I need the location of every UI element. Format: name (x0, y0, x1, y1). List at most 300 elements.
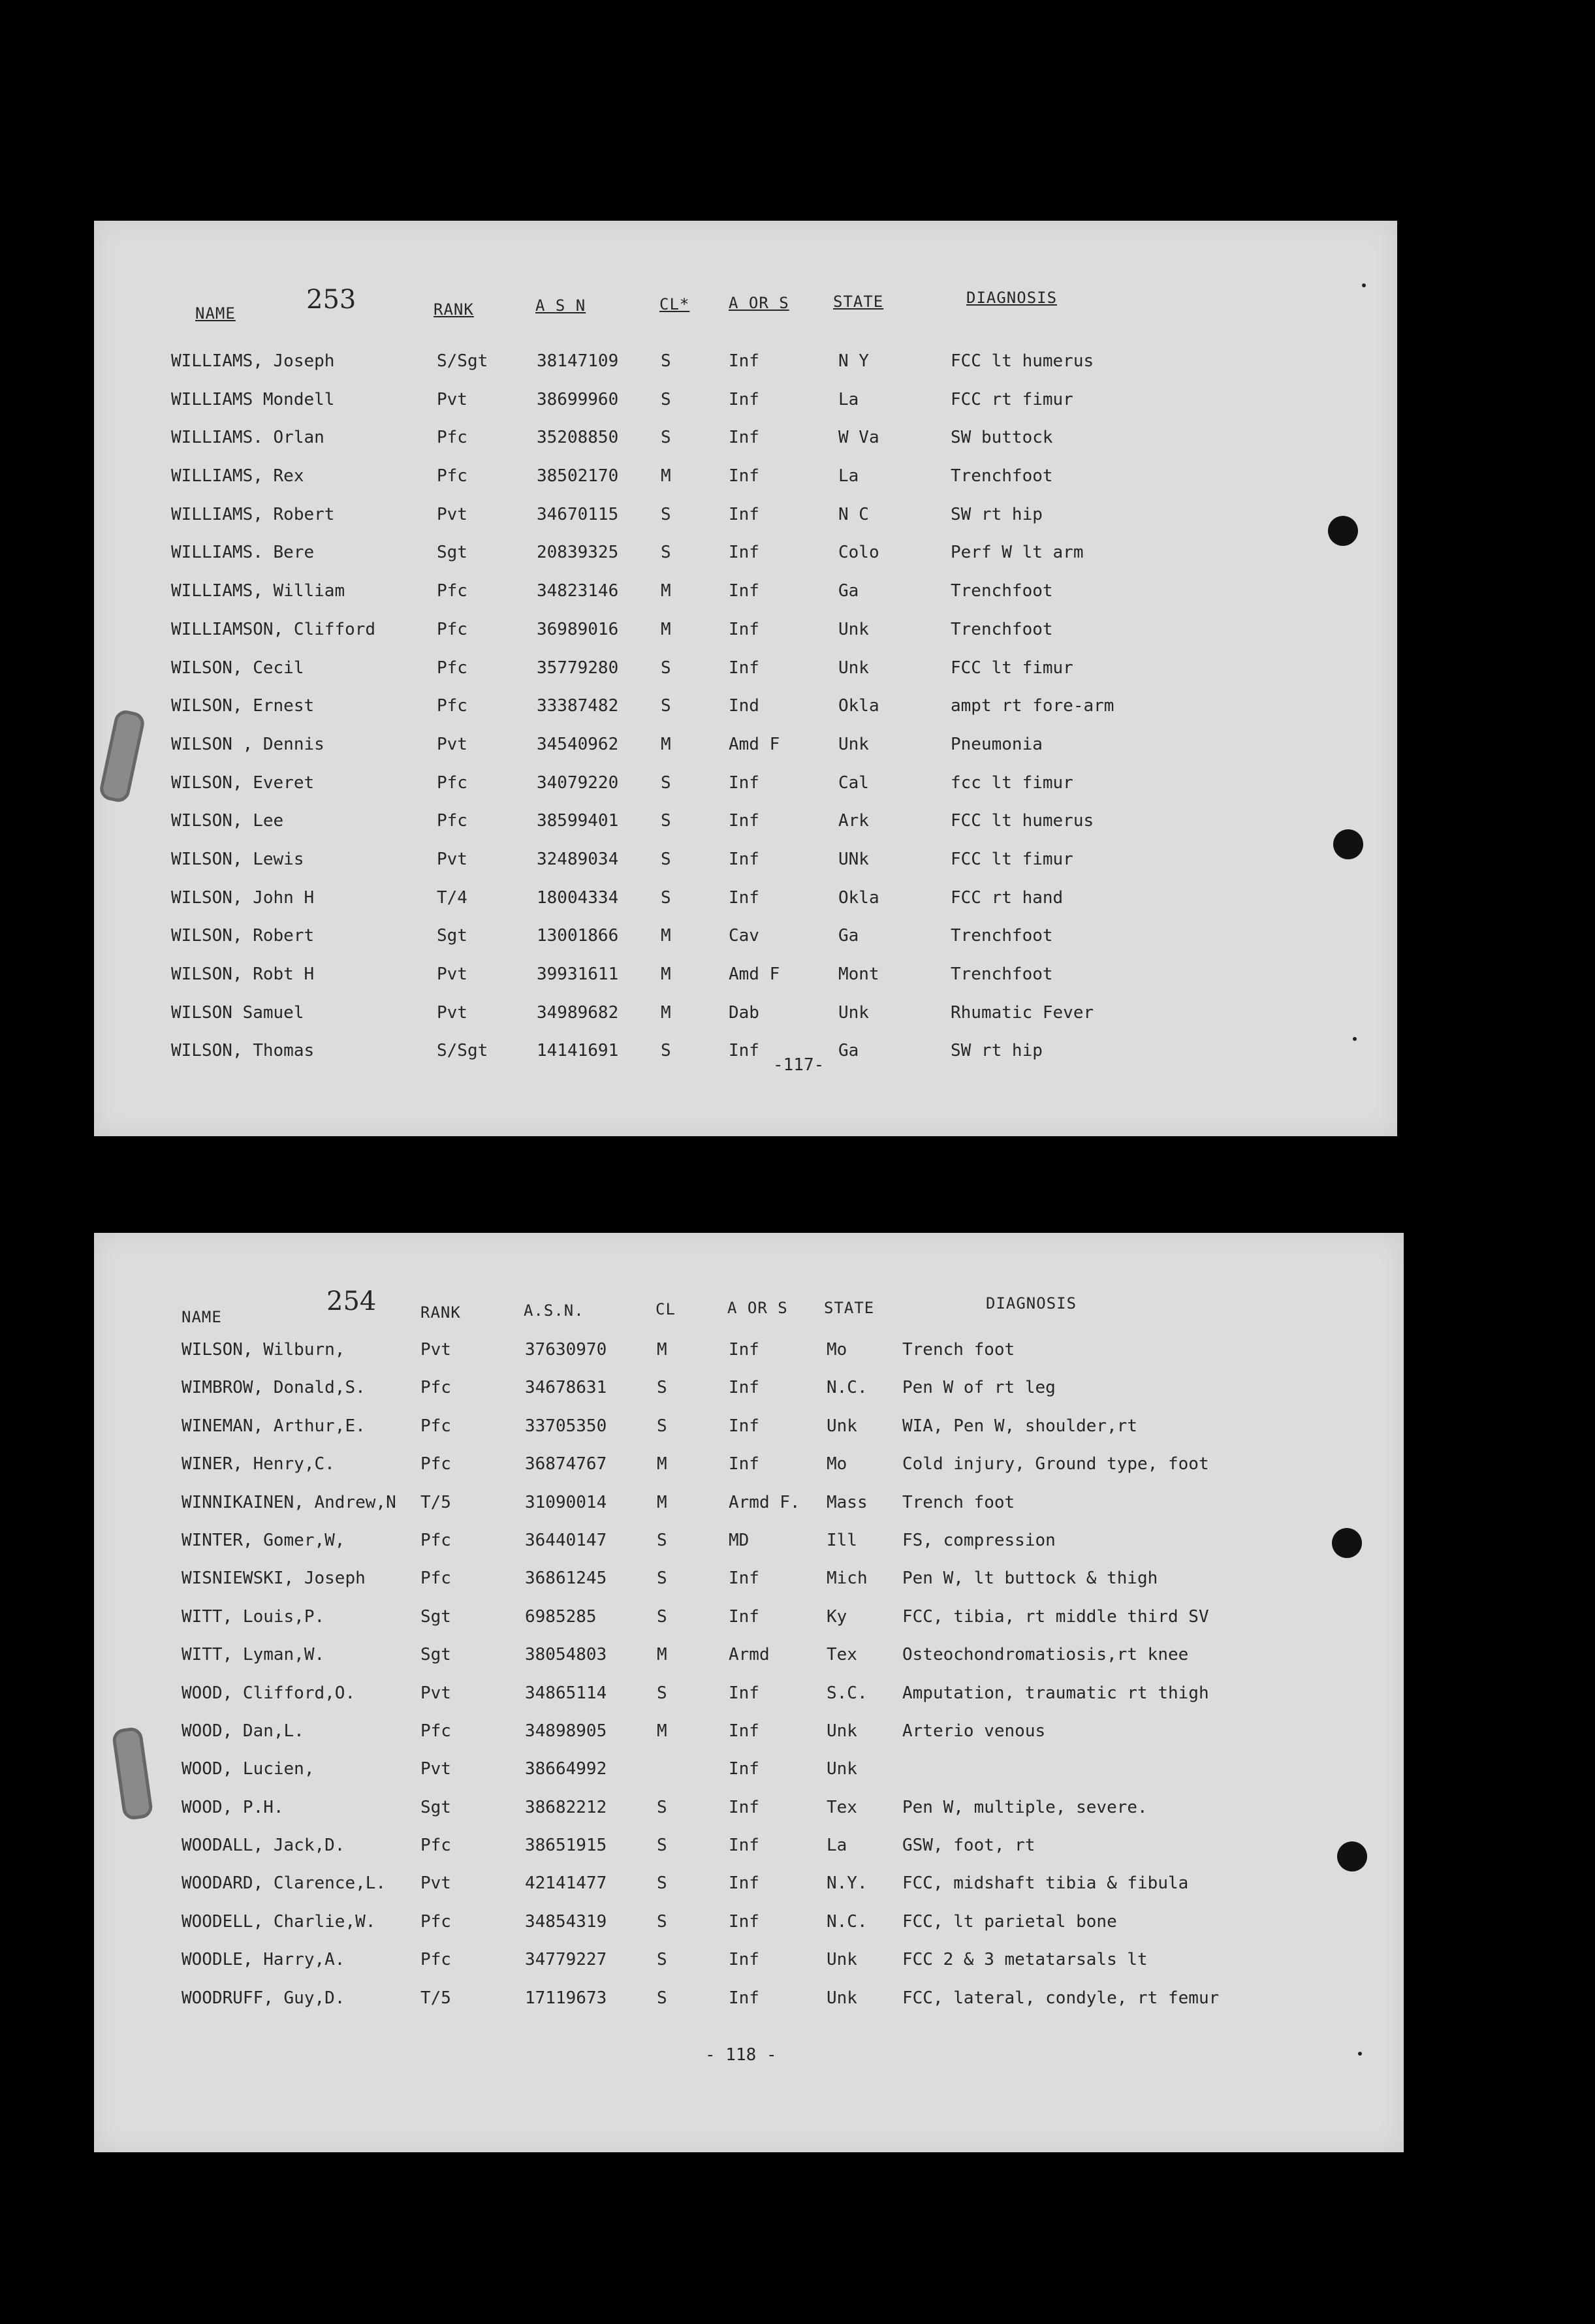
cell-aors: Inf (729, 1797, 759, 1817)
cell-name: WILSON , Dennis (171, 734, 324, 754)
cell-cl: S (661, 772, 671, 793)
table-row (94, 964, 1397, 1003)
cell-name: WOODELL, Charlie,W. (182, 1911, 376, 1932)
cell-state: Mo (827, 1340, 847, 1360)
cell-cl: S (657, 1911, 667, 1932)
cell-state: Unk (838, 619, 869, 639)
cell-cl: M (657, 1721, 667, 1741)
cell-aors: Inf (729, 581, 759, 601)
cell-rank: Pfc (437, 428, 467, 448)
cell-diagnosis: Cold injury, Ground type, foot (902, 1454, 1209, 1474)
cell-name: WINER, Henry,C. (182, 1454, 335, 1474)
dust-speck (1358, 2052, 1362, 2056)
cell-aors: Ind (729, 696, 759, 716)
cell-name: WILLIAMS. Orlan (171, 428, 324, 448)
cell-aors: Inf (729, 1950, 759, 1970)
cell-cl: S (661, 389, 671, 409)
cell-state: La (838, 466, 859, 486)
cell-rank: Pfc (437, 581, 467, 601)
punch-hole (1328, 516, 1358, 546)
header-asn: A S N (535, 296, 586, 315)
cell-rank: Pfc (420, 1416, 451, 1436)
cell-aors: Inf (729, 428, 759, 448)
cell-name: WILLIAMS, William (171, 581, 345, 601)
cell-aors: Inf (729, 1873, 759, 1894)
table-row (94, 1607, 1404, 1645)
cell-name: WILLIAMS, Joseph (171, 351, 335, 371)
cell-name: WILSON Samuel (171, 1002, 304, 1023)
cell-aors: Dab (729, 1002, 759, 1023)
cell-state: Mass (827, 1492, 868, 1512)
cell-name: WINNIKAINEN, Andrew,N (182, 1492, 396, 1512)
cell-asn: 14141691 (537, 1041, 619, 1061)
cell-rank: Sgt (437, 543, 467, 563)
cell-cl: S (661, 1041, 671, 1061)
cell-rank: Pfc (437, 619, 467, 639)
cell-aors: Inf (729, 619, 759, 639)
cell-asn: 17119673 (525, 1988, 607, 2008)
cell-diagnosis: FCC lt fimur (951, 658, 1073, 678)
cell-state: Unk (827, 1759, 857, 1779)
cell-state: Ga (838, 581, 859, 601)
cell-name: WOOD, Clifford,O. (182, 1683, 356, 1703)
cell-asn: 38664992 (525, 1759, 607, 1779)
cell-name: WILLIAMS Mondell (171, 389, 335, 409)
cell-diagnosis: Pen W of rt leg (902, 1378, 1056, 1398)
cell-cl: M (657, 1340, 667, 1360)
cell-cl: S (661, 811, 671, 831)
cell-asn: 35208850 (537, 428, 619, 448)
cell-aors: Cav (729, 926, 759, 946)
table-row (94, 1836, 1404, 1873)
cell-cl: M (657, 1492, 667, 1512)
cell-aors: Inf (729, 1911, 759, 1932)
cell-cl: S (657, 1683, 667, 1703)
cell-aors: Inf (729, 1683, 759, 1703)
cell-diagnosis: FCC, tibia, rt middle third SV (902, 1606, 1209, 1627)
table-row (94, 543, 1397, 581)
record-sheet-254 (94, 1233, 1404, 2152)
cell-name: WITT, Louis,P. (182, 1606, 325, 1627)
cell-asn: 39931611 (537, 964, 619, 984)
cell-name: WOODRUFF, Guy,D. (182, 1988, 345, 2008)
table-row (94, 466, 1397, 505)
cell-cl: S (661, 543, 671, 563)
cell-rank: T/4 (437, 887, 467, 908)
cell-cl: S (657, 1797, 667, 1817)
record-rows (94, 1340, 1404, 2026)
cell-aors: Armd (729, 1645, 770, 1665)
cell-cl: M (661, 466, 671, 486)
cell-aors: Inf (729, 1836, 759, 1856)
cell-diagnosis: Trenchfoot (951, 466, 1053, 486)
cell-diagnosis: Amputation, traumatic rt thigh (902, 1683, 1209, 1703)
table-row (94, 658, 1397, 697)
page-number: 254 (326, 1286, 377, 1316)
cell-diagnosis: FCC rt fimur (951, 389, 1073, 409)
cell-diagnosis: Trench foot (902, 1340, 1015, 1360)
table-row (94, 351, 1397, 390)
table-row (94, 850, 1397, 888)
cell-diagnosis: FCC lt fimur (951, 849, 1073, 869)
table-row (94, 888, 1397, 927)
cell-state: Colo (838, 543, 879, 563)
cell-cl: S (661, 504, 671, 524)
cell-rank: Pfc (420, 1721, 451, 1741)
cell-name: WILSON, Wilburn, (182, 1340, 345, 1360)
cell-cl: S (657, 1873, 667, 1894)
table-row (94, 1454, 1404, 1492)
page-footer: -117- (773, 1055, 825, 1075)
cell-aors: Inf (729, 504, 759, 524)
header-cl: CL* (659, 295, 690, 313)
cell-state: N.C. (827, 1378, 868, 1398)
table-row (94, 926, 1397, 964)
page-footer: - 118 - (705, 2045, 777, 2065)
cell-asn: 18004334 (537, 887, 619, 908)
cell-aors: Inf (729, 1378, 759, 1398)
cell-diagnosis: SW rt hip (951, 504, 1043, 524)
cell-state: Okla (838, 887, 879, 908)
cell-state: Ark (838, 811, 869, 831)
cell-asn: 37630970 (525, 1340, 607, 1360)
cell-name: WITT, Lyman,W. (182, 1645, 325, 1665)
cell-diagnosis: Trenchfoot (951, 619, 1053, 639)
cell-asn: 32489034 (537, 849, 619, 869)
cell-state: UNk (838, 849, 869, 869)
cell-aors: Inf (729, 1568, 759, 1589)
cell-aors: Inf (729, 1988, 759, 2008)
cell-asn: 35779280 (537, 658, 619, 678)
cell-cl: M (657, 1645, 667, 1665)
header-name: NAME (182, 1308, 222, 1326)
cell-diagnosis: Trenchfoot (951, 926, 1053, 946)
cell-state: La (838, 389, 859, 409)
cell-diagnosis: SW buttock (951, 428, 1053, 448)
cell-asn: 38599401 (537, 811, 619, 831)
cell-asn: 38699960 (537, 389, 619, 409)
cell-rank: Sgt (420, 1606, 451, 1627)
cell-state: N C (838, 504, 869, 524)
cell-cl: S (661, 849, 671, 869)
cell-name: WISNIEWSKI, Joseph (182, 1568, 366, 1589)
cell-state: Unk (827, 1416, 857, 1436)
cell-rank: Pfc (420, 1911, 451, 1932)
table-row (94, 1988, 1404, 2026)
header-diagnosis: DIAGNOSIS (986, 1294, 1077, 1313)
cell-aors: Inf (729, 1416, 759, 1436)
header-asn: A.S.N. (524, 1301, 584, 1320)
cell-aors: Inf (729, 389, 759, 409)
cell-aors: Inf (729, 1606, 759, 1627)
cell-rank: Pvt (437, 1002, 467, 1023)
header-aors: A OR S (729, 294, 789, 312)
cell-state: Unk (838, 734, 869, 754)
cell-name: WIMBROW, Donald,S. (182, 1378, 366, 1398)
cell-asn: 6985285 (525, 1606, 597, 1627)
cell-diagnosis: Trench foot (902, 1492, 1015, 1512)
cell-asn: 42141477 (525, 1873, 607, 1894)
cell-aors: Inf (729, 466, 759, 486)
cell-aors: Inf (729, 1454, 759, 1474)
table-row (94, 428, 1397, 466)
cell-asn: 34823146 (537, 581, 619, 601)
header-rank: RANK (420, 1303, 461, 1322)
cell-diagnosis: FCC rt hand (951, 887, 1064, 908)
cell-rank: Pvt (420, 1759, 451, 1779)
table-row (94, 581, 1397, 620)
table-row (94, 390, 1397, 428)
cell-diagnosis: Pneumonia (951, 734, 1043, 754)
cell-state: W Va (838, 428, 879, 448)
cell-name: WILSON, Everet (171, 772, 315, 793)
cell-cl: M (657, 1454, 667, 1474)
cell-cl: S (657, 1606, 667, 1627)
cell-diagnosis: fcc lt fimur (951, 772, 1073, 793)
cell-diagnosis: SW rt hip (951, 1041, 1043, 1061)
cell-state: Mont (838, 964, 879, 984)
cell-rank: Sgt (420, 1797, 451, 1817)
cell-diagnosis: Pen W, lt buttock & thigh (902, 1568, 1158, 1589)
cell-state: N.C. (827, 1911, 868, 1932)
table-row (94, 505, 1397, 543)
record-sheet-253 (94, 221, 1397, 1136)
cell-aors: Amd F (729, 964, 780, 984)
cell-rank: Pvt (437, 849, 467, 869)
cell-name: WILSON, Thomas (171, 1041, 315, 1061)
cell-asn: 34079220 (537, 772, 619, 793)
cell-rank: Pvt (420, 1873, 451, 1894)
table-row (94, 696, 1397, 735)
cell-asn: 34670115 (537, 504, 619, 524)
cell-rank: Pfc (437, 772, 467, 793)
table-row (94, 1568, 1404, 1606)
cell-state: Ill (827, 1530, 857, 1550)
cell-aors: Inf (729, 811, 759, 831)
cell-rank: Sgt (420, 1645, 451, 1665)
cell-aors: Inf (729, 1340, 759, 1360)
cell-name: WILSON, Lewis (171, 849, 304, 869)
cell-state: Mich (827, 1568, 868, 1589)
table-row (94, 1416, 1404, 1454)
cell-diagnosis: Osteochondromatiosis,rt knee (902, 1645, 1189, 1665)
cell-asn: 36989016 (537, 619, 619, 639)
table-row (94, 1798, 1404, 1836)
cell-asn: 38502170 (537, 466, 619, 486)
cell-diagnosis: Perf W lt arm (951, 543, 1084, 563)
cell-aors: Inf (729, 1759, 759, 1779)
header-state: STATE (833, 293, 884, 311)
cell-diagnosis: Pen W, multiple, severe. (902, 1797, 1148, 1817)
header-state: STATE (824, 1299, 875, 1317)
cell-rank: Pfc (420, 1568, 451, 1589)
table-row (94, 1950, 1404, 1988)
cell-name: WILSON, Robert (171, 926, 315, 946)
cell-rank: Pvt (437, 504, 467, 524)
cell-diagnosis: FCC, lateral, condyle, rt femur (902, 1988, 1220, 2008)
cell-name: WILSON, Ernest (171, 696, 315, 716)
cell-state: Unk (838, 658, 869, 678)
cell-asn: 38147109 (537, 351, 619, 371)
cell-cl: M (661, 926, 671, 946)
cell-cl: M (661, 964, 671, 984)
cell-asn: 38651915 (525, 1836, 607, 1856)
cell-asn: 34989682 (537, 1002, 619, 1023)
cell-name: WILLIAMS, Robert (171, 504, 335, 524)
punch-hole (1337, 1841, 1367, 1871)
cell-cl: S (657, 1836, 667, 1856)
cell-state: Unk (827, 1721, 857, 1741)
cell-name: WOOD, Lucien, (182, 1759, 315, 1779)
cell-state: Ga (838, 926, 859, 946)
table-row (94, 735, 1397, 773)
cell-cl: S (657, 1988, 667, 2008)
cell-rank: T/5 (420, 1988, 451, 2008)
cell-diagnosis: Trenchfoot (951, 581, 1053, 601)
table-row (94, 1721, 1404, 1759)
cell-state: N Y (838, 351, 869, 371)
cell-state: Unk (827, 1988, 857, 2008)
cell-aors: Inf (729, 1721, 759, 1741)
table-row (94, 1340, 1404, 1378)
cell-cl: S (657, 1530, 667, 1550)
cell-aors: Inf (729, 658, 759, 678)
cell-diagnosis: ampt rt fore-arm (951, 696, 1114, 716)
cell-diagnosis: Rhumatic Fever (951, 1002, 1094, 1023)
header-diagnosis: DIAGNOSIS (966, 289, 1058, 307)
cell-name: WINEMAN, Arthur,E. (182, 1416, 366, 1436)
cell-asn: 20839325 (537, 543, 619, 563)
cell-rank: Pvt (437, 964, 467, 984)
cell-rank: S/Sgt (437, 1041, 488, 1061)
table-row (94, 773, 1397, 812)
cell-state: Cal (838, 772, 869, 793)
cell-state: Okla (838, 696, 879, 716)
cell-diagnosis: FS, compression (902, 1530, 1056, 1550)
dust-speck (1362, 283, 1366, 287)
table-row (94, 1873, 1404, 1911)
cell-asn: 34678631 (525, 1378, 607, 1398)
cell-name: WILLIAMSON, Clifford (171, 619, 376, 639)
punch-hole (1332, 1528, 1362, 1558)
cell-aors: Inf (729, 543, 759, 563)
cell-rank: Pvt (437, 734, 467, 754)
cell-cl: M (661, 734, 671, 754)
cell-asn: 34779227 (525, 1950, 607, 1970)
table-row (94, 1683, 1404, 1721)
cell-cl: S (661, 887, 671, 908)
cell-rank: Pfc (420, 1378, 451, 1398)
table-row (94, 1378, 1404, 1416)
cell-state: S.C. (827, 1683, 868, 1703)
header-name: NAME (195, 304, 236, 323)
cell-aors: Inf (729, 351, 759, 371)
cell-diagnosis: WIA, Pen W, shoulder,rt (902, 1416, 1138, 1436)
cell-name: WILLIAMS. Bere (171, 543, 315, 563)
cell-asn: 36440147 (525, 1530, 607, 1550)
cell-cl: S (657, 1950, 667, 1970)
cell-state: Ga (838, 1041, 859, 1061)
cell-aors: Inf (729, 849, 759, 869)
table-row (94, 1759, 1404, 1797)
cell-cl: S (657, 1416, 667, 1436)
cell-state: N.Y. (827, 1873, 868, 1894)
cell-state: Tex (827, 1797, 857, 1817)
cell-asn: 34898905 (525, 1721, 607, 1741)
cell-cl: M (661, 619, 671, 639)
cell-diagnosis: FCC, midshaft tibia & fibula (902, 1873, 1189, 1894)
cell-cl: M (661, 1002, 671, 1023)
cell-rank: Pfc (420, 1950, 451, 1970)
dust-speck (1353, 1037, 1357, 1041)
cell-name: WOOD, Dan,L. (182, 1721, 304, 1741)
table-row (94, 811, 1397, 850)
cell-diagnosis: FCC lt humerus (951, 351, 1094, 371)
cell-asn: 13001866 (537, 926, 619, 946)
cell-rank: Pfc (437, 811, 467, 831)
table-row (94, 1645, 1404, 1683)
punch-hole (1333, 829, 1363, 859)
cell-cl: S (657, 1378, 667, 1398)
table-row (94, 1531, 1404, 1568)
cell-cl: S (661, 658, 671, 678)
cell-name: WILSON, Lee (171, 811, 284, 831)
cell-rank: Pfc (437, 466, 467, 486)
cell-name: WILSON, Cecil (171, 658, 304, 678)
cell-name: WILSON, John H (171, 887, 315, 908)
cell-rank: Pvt (420, 1340, 451, 1360)
cell-rank: Sgt (437, 926, 467, 946)
cell-asn: 31090014 (525, 1492, 607, 1512)
cell-rank: Pfc (437, 658, 467, 678)
cell-state: Unk (827, 1950, 857, 1970)
table-row (94, 1493, 1404, 1531)
cell-asn: 33705350 (525, 1416, 607, 1436)
cell-asn: 33387482 (537, 696, 619, 716)
cell-cl: S (657, 1568, 667, 1589)
cell-name: WINTER, Gomer,W, (182, 1530, 345, 1550)
cell-name: WOODARD, Clarence,L. (182, 1873, 387, 1894)
cell-rank: Pfc (437, 696, 467, 716)
table-row (94, 620, 1397, 658)
cell-state: Unk (838, 1002, 869, 1023)
header-rank: RANK (434, 300, 474, 319)
header-aors: A OR S (727, 1299, 788, 1317)
record-rows (94, 351, 1397, 1079)
cell-aors: Amd F (729, 734, 780, 754)
cell-state: Mo (827, 1454, 847, 1474)
cell-rank: Pfc (420, 1530, 451, 1550)
cell-name: WILLIAMS, Rex (171, 466, 304, 486)
cell-diagnosis: FCC, lt parietal bone (902, 1911, 1117, 1932)
cell-aors: Inf (729, 772, 759, 793)
cell-rank: Pfc (420, 1454, 451, 1474)
cell-asn: 34854319 (525, 1911, 607, 1932)
cell-rank: Pvt (420, 1683, 451, 1703)
table-row (94, 1912, 1404, 1950)
cell-cl: S (661, 696, 671, 716)
cell-diagnosis: GSW, foot, rt (902, 1836, 1035, 1856)
cell-asn: 38682212 (525, 1797, 607, 1817)
cell-cl: S (661, 351, 671, 371)
cell-aors: MD (729, 1530, 750, 1550)
cell-diagnosis: Arterio venous (902, 1721, 1046, 1741)
cell-asn: 38054803 (525, 1645, 607, 1665)
cell-state: La (827, 1836, 847, 1856)
cell-rank: S/Sgt (437, 351, 488, 371)
cell-state: Ky (827, 1606, 847, 1627)
cell-diagnosis: FCC lt humerus (951, 811, 1094, 831)
